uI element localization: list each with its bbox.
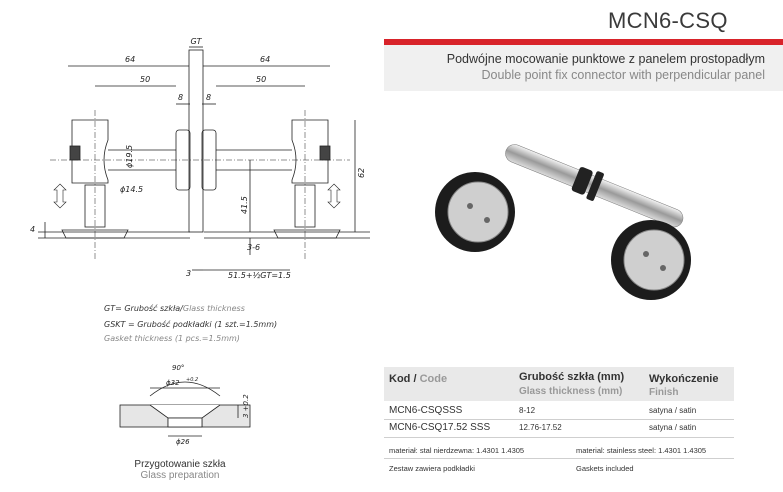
subtitle-polish: Podwójne mocowanie punktowe z panelem prostopadłym [446, 52, 765, 66]
row1-finish: satyna / satin [649, 406, 697, 415]
dim-phi-19-5: ϕ19.5 [125, 144, 134, 168]
prep-phi26: ϕ26 [176, 438, 190, 446]
row1-thickness: 8-12 [519, 406, 536, 415]
row2-code: MCN6-CSQ17.52 SSS [389, 422, 491, 433]
material-note-en: material: stainless steel: 1.4301 1.4305 [576, 446, 707, 455]
row-divider [384, 458, 734, 459]
set-note-pl: Zestaw zawiera podkładki [389, 464, 475, 473]
dim-3: 3 [186, 269, 192, 278]
dim-51-5: 51.5+½GT=1.5 [228, 271, 291, 280]
dim-phi-14-5: ϕ14.5 [120, 185, 144, 194]
legend-gasket-en: Gasket thickness (1 pcs.=1.5mm) [104, 334, 240, 343]
header-thickness-pl: Grubość szkła (mm) [519, 371, 625, 383]
dim-8-left: 8 [178, 93, 184, 102]
dim-62: 62 [357, 167, 366, 178]
glass-vertical [189, 50, 203, 232]
prep-depth: 3 +0.2 [242, 394, 250, 418]
row2-thickness: 12.76-17.52 [519, 423, 562, 432]
technical-drawing [0, 0, 383, 300]
dim-64-right: 64 [260, 55, 271, 64]
material-note-pl: materiał: stal nierdzewna: 1.4301 1.4305 [389, 446, 525, 455]
header-code: Kod / Code [389, 373, 448, 385]
glass-prep-caption: Przygotowanie szkła Glass preparation [134, 459, 226, 481]
glass-prep-drawing [110, 358, 260, 458]
header-finish-en: Finish [649, 387, 679, 398]
dim-64-left: 64 [125, 55, 136, 64]
product-title: MCN6-CSQ [608, 8, 728, 33]
dim-41-5: 41.5 [240, 196, 249, 214]
set-note-en: Gaskets included [576, 464, 634, 473]
dim-8-right: 8 [206, 93, 212, 102]
dim-gt: GT [190, 37, 202, 46]
legend-gskt: GSKT = Grubość podkładki (1 szt.=1.5mm) [104, 320, 278, 329]
dim-50-left: 50 [140, 75, 151, 84]
dim-3-6: 3-6 [247, 243, 261, 252]
row-divider [384, 419, 734, 420]
dim-4: 4 [30, 225, 36, 234]
product-photo [425, 140, 725, 320]
row1-code: MCN6-CSQSSS [389, 405, 463, 416]
row2-finish: satyna / satin [649, 423, 697, 432]
prep-tol: +0.2 [186, 377, 199, 383]
header-thickness-en: Glass thickness (mm) [519, 386, 623, 397]
legend-gt: GT= Grubość szkła/Glass thickness [104, 304, 245, 313]
subtitle-english: Double point fix connector with perpendicular panel [481, 68, 765, 82]
header-finish-pl: Wykończenie [649, 373, 719, 385]
prep-angle: 90° [172, 364, 185, 372]
row-divider [384, 437, 734, 438]
dim-50-right: 50 [256, 75, 267, 84]
prep-phi32: ϕ32 [166, 379, 180, 387]
